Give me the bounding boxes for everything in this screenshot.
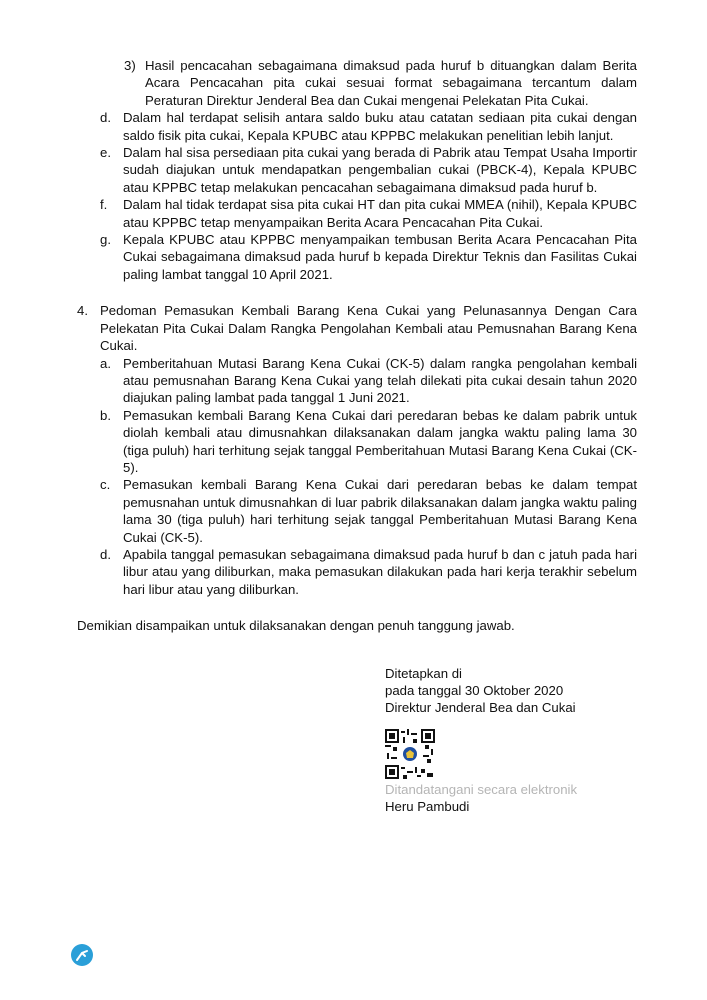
- list-item-g: [100, 231, 637, 283]
- closing-statement: Demikian disampaikan untuk dilaksanakan dengan penuh tanggung jawab.: [77, 618, 515, 634]
- list-text: Dalam hal tidak terdapat sisa pita cukai HT dan pita cukai MMEA (nihil), Kepala KPUBC atau KPPBC tetap menyampaikan Berita Acara Pencacahan Pita Cukai.: [123, 197, 637, 230]
- signature-date: pada tanggal 30 Oktober 2020: [385, 683, 564, 698]
- list-marker: 4.: [77, 303, 88, 319]
- signatory-name: Heru Pambudi: [385, 799, 470, 815]
- qr-code-icon: [385, 729, 435, 779]
- list-item-d2: [100, 546, 637, 598]
- signature-position: Direktur Jenderal Bea dan Cukai: [385, 700, 576, 716]
- list-marker: d.: [100, 546, 111, 562]
- list-item-b: [100, 407, 637, 477]
- list-text: Pemasukan kembali Barang Kena Cukai dari peredaran bebas ke dalam pabrik untuk diolah kembali atau dimusnahkan dilaksanakan dalam jangka waktu paling lama 30 (tiga puluh) hari terhitung sejak tanggal Pemberitahuan Mutasi Barang Kena Cukai (CK-5).: [123, 407, 637, 475]
- list-item-d: [100, 109, 637, 144]
- list-marker: c.: [100, 477, 111, 493]
- list-marker: g.: [100, 232, 111, 248]
- list-text: Pemberitahuan Mutasi Barang Kena Cukai (CK-5) dalam rangka pengolahan kembali atau pemusnahan Barang Kena Cukai yang telah dilekati pita cukai desain tahun 2020 diajukan paling lambat pada tanggal 1 Juni 2021.: [123, 355, 637, 406]
- list-marker: a.: [100, 355, 111, 371]
- list-item-a: [100, 355, 637, 407]
- list-marker: b.: [100, 407, 111, 423]
- list-marker: 3): [124, 58, 136, 73]
- list-text: Pemasukan kembali Barang Kena Cukai dari peredaran bebas ke dalam tempat pemusnahan untuk dimusnahkan di luar pabrik dilaksanakan dalam jangka waktu paling lama 30 (tiga puluh) hari terhitung sejak tanggal Pemberitahuan Mutasi Barang Kena Cukai (CK-5).: [123, 477, 637, 545]
- list-text: Apabila tanggal pemasukan sebagaimana dimaksud pada huruf b dan c jatuh pada hari libur atau yang diliburkan, maka pemasukan dilakukan pada hari kerja terakhir sebelum hari libur atau yang diliburkan.: [123, 546, 637, 597]
- list-text: Pedoman Pemasukan Kembali Barang Kena Cukai yang Pelunasannya Dengan Cara Pelekatan Pita Cukai Dalam Rangka Pengolahan Kembali atau Pemusnahan Barang Kena Cukai.: [100, 303, 637, 354]
- signature-block: [385, 665, 637, 816]
- list-item-f: [100, 196, 637, 231]
- list-item-c: [100, 476, 637, 546]
- electronic-signature-note: Ditandatangani secara elektronik: [385, 781, 578, 797]
- list-marker: f.: [100, 197, 108, 213]
- list-text: Kepala KPUBC atau KPPBC menyampaikan tembusan Berita Acara Pencacahan Pita Cukai sebagaimana dimaksud pada huruf b kepada Direktur Teknis dan Fasilitas Cukai paling lambat tanggal 10 April 2021.: [123, 232, 637, 282]
- list-text: Hasil pencacahan sebagaimana dimaksud pada huruf b dituangkan dalam Berita Acara Pencacahan pita cukai sesuai format sebagaimana tercantum dalam Peraturan Direktur Jenderal Bea dan Cukai mengenai Pelekatan Pita Cukai.: [145, 58, 637, 108]
- signature-place: Ditetapkan di: [385, 665, 462, 681]
- list-item-4: [77, 302, 637, 354]
- app-logo-icon: [70, 943, 94, 967]
- list-text: Dalam hal sisa persediaan pita cukai yang berada di Pabrik atau Tempat Usaha Importir sudah diajukan untuk mendapatkan pengembalian cukai (PBCK-4), Kepala KPUBC atau KPPBC tetap melakukan pencacahan sebagaimana dimaksud pada huruf b.: [123, 145, 637, 195]
- list-item-3: [124, 57, 637, 109]
- list-item-e: [100, 144, 637, 196]
- list-marker: e.: [100, 145, 111, 161]
- list-marker: d.: [100, 110, 111, 126]
- list-text: Dalam hal terdapat selisih antara saldo buku atau catatan sediaan pita cukai dengan saldo fisik pita cukai, Kepala KPUBC atau KPPBC melakukan penelitian lebih lanjut.: [123, 110, 637, 143]
